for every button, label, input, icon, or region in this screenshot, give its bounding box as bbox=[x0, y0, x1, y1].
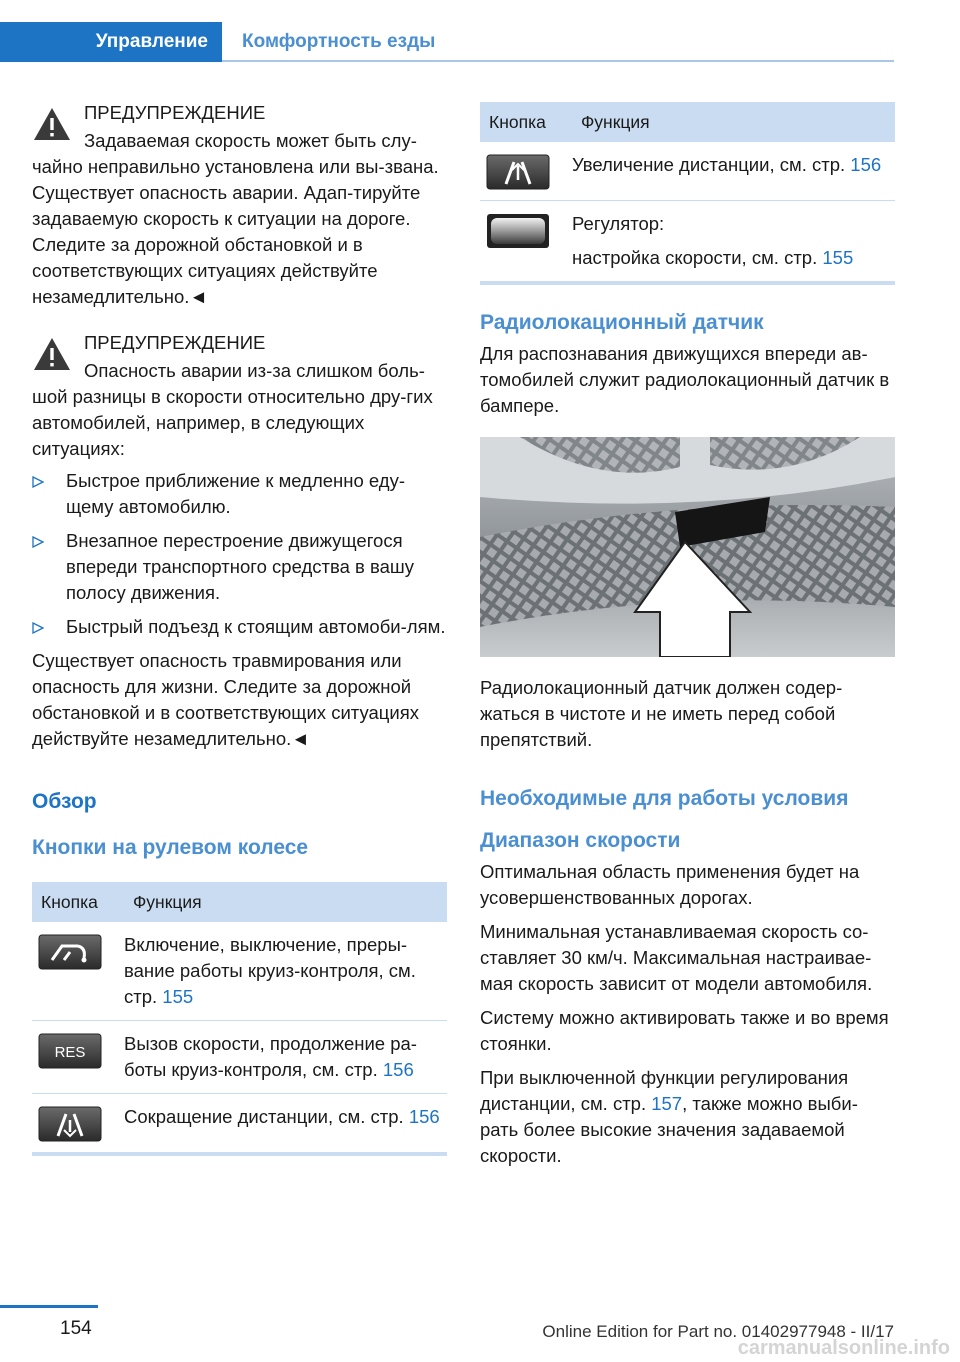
button-cell bbox=[32, 1021, 124, 1094]
subsection-title: Кнопки на рулевом колесе bbox=[32, 836, 309, 859]
paragraph: Минимальная устанавливаемая скорость со-ставляет 30 км/ч. Максимальная настраивае-мая скорость зависит от модели автомобиля. bbox=[480, 921, 873, 994]
list-item bbox=[32, 614, 447, 640]
warning-text-first: Задаваемая скорость может быть слу- bbox=[84, 130, 417, 151]
warning-bullet-list bbox=[32, 468, 447, 640]
table-header-row bbox=[480, 102, 895, 142]
chapter-tab[interactable]: Управление bbox=[0, 22, 222, 62]
function-cell bbox=[572, 142, 895, 201]
function-cell bbox=[124, 1094, 447, 1155]
speed-range-title: Диапазон скорости bbox=[480, 829, 681, 852]
res-button-icon bbox=[38, 1033, 102, 1069]
warning-triangle-icon bbox=[32, 336, 72, 372]
list-item bbox=[32, 468, 447, 520]
page-link[interactable]: 156 bbox=[382, 1059, 414, 1080]
table-row bbox=[32, 922, 447, 1021]
res-label: RES bbox=[54, 1044, 86, 1061]
warning-text: чайно неправильно установлена или вы-звана. Существует опасность аварии. Адап-тируйте задаваемую скорость к ситуации на дороге. Следите за дорожной обстановкой и в соответствующих ситуациях действуйте незамедлительно.◄ bbox=[32, 156, 439, 307]
cruise-control-icon bbox=[38, 934, 102, 970]
page-link[interactable]: 155 bbox=[822, 247, 854, 268]
function-cell bbox=[124, 922, 447, 1021]
paragraph-text: При выключенной функции регулирования дистанции, см. стр. bbox=[480, 1067, 849, 1114]
paragraph: Систему можно активировать также и во время стоянки. bbox=[480, 1007, 889, 1054]
function-text: Вызов скорости, продолжение ра-боты круиз-контроля, см. стр. bbox=[124, 1033, 417, 1080]
triangle-bullet-icon bbox=[32, 536, 44, 548]
table-header-row bbox=[32, 882, 447, 922]
steering-buttons-table-continued bbox=[480, 102, 895, 285]
function-text: Сокращение дистанции, см. стр. bbox=[124, 1106, 409, 1127]
left-column bbox=[32, 100, 447, 1156]
triangle-bullet-icon bbox=[32, 622, 44, 634]
button-cell bbox=[480, 201, 572, 284]
function-text: Включение, выключение, преры-вание работы круиз-контроля, см. стр. bbox=[124, 934, 416, 1007]
header-divider bbox=[222, 60, 894, 62]
distance-decrease-icon bbox=[38, 1106, 102, 1142]
bullet-text: Внезапное перестроение движущегося впереди транспортного средства в вашу полосу движения. bbox=[66, 530, 414, 603]
button-cell bbox=[32, 1094, 124, 1155]
section-title: Обзор bbox=[32, 790, 97, 813]
warning-text: шой разницы в скорости относительно дру-гих автомобилей, например, в следующих ситуациях: bbox=[32, 386, 433, 459]
radar-sensor-title: Радиолокационный датчик bbox=[480, 311, 764, 334]
right-column bbox=[480, 102, 895, 1169]
photo-caption: Радиолокационный датчик должен содер-жаться в чистоте и не иметь перед собой препятствий. bbox=[480, 677, 843, 750]
paragraph: Оптимальная область применения будет на усовершенствованных дорогах. bbox=[480, 861, 860, 908]
watermark: carmanualsonline.info bbox=[737, 1337, 950, 1359]
table-row bbox=[480, 201, 895, 284]
warning-block-2 bbox=[32, 330, 447, 752]
edition-text: Online Edition for Part no. 01402977948 - II/17 bbox=[542, 1322, 894, 1341]
page-link[interactable]: 156 bbox=[850, 154, 882, 175]
function-cell bbox=[572, 201, 895, 284]
bullet-text: Быстрый подъезд к стоящим автомоби-лям. bbox=[66, 616, 446, 637]
function-cell bbox=[124, 1021, 447, 1094]
paragraph bbox=[480, 1065, 895, 1169]
radar-sensor-photo bbox=[480, 437, 895, 657]
section-tab[interactable]: Комфортность езды bbox=[242, 31, 436, 52]
function-text: настройка скорости, см. стр. bbox=[572, 247, 823, 268]
warning-text: Существует опасность травмирования или опасность для жизни. Следите за дорожной обстановкой и в соответствующих ситуациях действуйте незамедлительно.◄ bbox=[32, 650, 419, 749]
conditions-title: Необходимые для работы условия bbox=[480, 787, 849, 810]
page-link[interactable]: 155 bbox=[162, 986, 194, 1007]
footer-accent-line bbox=[0, 1305, 98, 1308]
steering-buttons-table bbox=[32, 882, 447, 1156]
rocker-switch-icon bbox=[486, 213, 550, 249]
warning-text-first: Опасность аварии из-за слишком боль- bbox=[84, 360, 425, 381]
table-row bbox=[480, 142, 895, 201]
button-cell bbox=[480, 142, 572, 201]
warning-triangle-icon bbox=[32, 106, 72, 142]
paragraph-text: , также можно выби-рать более высокие значения задаваемой скорости. bbox=[480, 1093, 858, 1166]
button-cell bbox=[32, 922, 124, 1021]
page-link[interactable]: 156 bbox=[408, 1106, 440, 1127]
warning-title: ПРЕДУПРЕЖДЕНИЕ bbox=[84, 332, 266, 353]
column-header: Функция bbox=[124, 882, 447, 922]
table-row bbox=[32, 1021, 447, 1094]
table-row bbox=[32, 1094, 447, 1155]
bullet-text: Быстрое приближение к медленно еду-щему автомобилю. bbox=[66, 470, 406, 517]
warning-block-1 bbox=[32, 100, 447, 310]
column-header: Кнопка bbox=[32, 882, 124, 922]
function-text: Увеличение дистанции, см. стр. bbox=[572, 154, 851, 175]
column-header: Функция bbox=[572, 102, 895, 142]
list-item bbox=[32, 528, 447, 606]
distance-increase-icon bbox=[486, 154, 550, 190]
function-text-2 bbox=[572, 245, 895, 271]
column-header: Кнопка bbox=[480, 102, 572, 142]
warning-title: ПРЕДУПРЕЖДЕНИЕ bbox=[84, 102, 266, 123]
page-link[interactable]: 157 bbox=[651, 1093, 683, 1114]
triangle-bullet-icon bbox=[32, 476, 44, 488]
page-header bbox=[0, 0, 960, 62]
function-text: Регулятор: bbox=[572, 213, 665, 234]
radar-text: Для распознавания движущихся впереди ав-томобилей служит радиолокационный датчик в бампере. bbox=[480, 343, 890, 416]
page-number: 154 bbox=[60, 1318, 92, 1339]
